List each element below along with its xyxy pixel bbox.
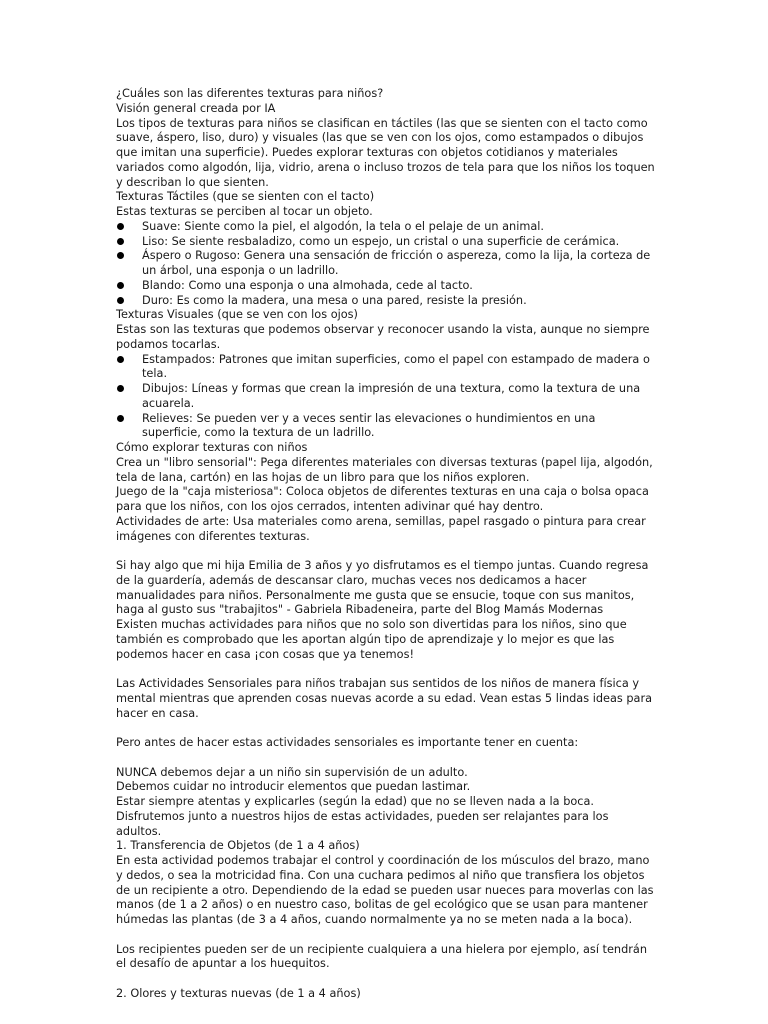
bullet-icon (117, 223, 124, 230)
visual-list (116, 353, 656, 442)
bullet-icon (117, 415, 124, 422)
list-item: Liso: Se siente resbaladizo, como un espejo, un cristal o una superficie de cerámica. (116, 235, 656, 250)
list-item: Dibujos: Líneas y formas que crean la impresión de una textura, como la textura de una acuarela. (116, 382, 656, 412)
bullet-icon (117, 385, 124, 392)
rule-line: Debemos cuidar no introducir elementos que puedan lastimar. (116, 780, 471, 794)
rule-line: NUNCA debemos dejar a un niño sin supervisión de un adulto. (116, 765, 468, 779)
blank-line (116, 662, 656, 677)
bullet-icon (117, 252, 124, 259)
sensorial-intro: Las Actividades Sensoriales para niños trabajan sus sentidos de los niños de manera física y mental mientras que aprenden cosas nuevas acorde a su edad. Vean estas 5 lindas ideas para hacer en casa. (116, 677, 653, 720)
visual-heading: Texturas Visuales (que se ven con los ojos) (116, 308, 358, 322)
bullet-icon (117, 297, 124, 304)
before-note: Pero antes de hacer estas actividades sensoriales es importante tener en cuenta: (116, 736, 579, 749)
blank-line (116, 721, 656, 736)
activity1-note: Los recipientes pueden ser de un recipiente cualquiera a una hielera por ejemplo, así tendrán el desafío de apuntar a los huequitos. (116, 942, 647, 971)
blank-line (116, 928, 656, 943)
list-item: Blando: Como una esponja o una almohada, cede al tacto. (116, 279, 656, 294)
blank-line (116, 751, 656, 766)
bullet-icon (117, 282, 124, 289)
explore-heading: Cómo explorar texturas con niños (116, 441, 308, 454)
tactile-heading: Texturas Táctiles (que se sienten con el tacto) (116, 190, 375, 204)
bullet-icon (117, 356, 124, 363)
ai-overview-label: Visión general creada por IA (116, 101, 276, 115)
activity2-heading: 2. Olores y texturas nuevas (de 1 a 4 años) (116, 986, 361, 1000)
tactile-lead: Estas texturas se perciben al tocar un objeto. (116, 205, 373, 218)
rule-line: Disfrutemos junto a nuestros hijos de estas actividades, pueden ser relajantes para los adultos. (116, 809, 609, 838)
document-title: ¿Cuáles son las diferentes texturas para niños? (116, 87, 384, 100)
visual-lead: Estas son las texturas que podemos observar y reconocer usando la vista, aunque no siempre podamos tocarlas. (116, 323, 650, 351)
list-item: Duro: Es como la madera, una mesa o una pared, resiste la presión. (116, 294, 656, 309)
activities-intro: Existen muchas actividades para niños que no solo son divertidas para los niños, sino que también es comprobado que les aportan algún tipo de aprendizaje y lo mejor es que las podemos hacer en casa ¡con cosas que ya tenemos! (116, 618, 627, 661)
explore-paragraph: Actividades de arte: Usa materiales como arena, semillas, papel rasgado o pintura para crear imágenes con diferentes texturas. (116, 514, 646, 543)
activity1-body: En esta actividad podemos trabajar el control y coordinación de los músculos del brazo, mano y dedos, o sea la motricidad fina. Con una cuchara pedimos al niño que transfiera los objetos de un recipiente a otro. Dependiendo de la edad se pueden usar nueces para moverlas con las manos (de 1 a 2 años) o en nuestro caso, bolitas de gel ecológico que se usan para mantener húmedas las plantas (de 3 a 4 años, cuando normalmente ya no se meten nada a la boca). (116, 854, 654, 926)
activity1-heading: 1. Transferencia de Objetos (de 1 a 4 años) (116, 839, 360, 853)
quote-paragraph: Si hay algo que mi hija Emilia de 3 años y yo disfrutamos es el tiempo juntas. Cuando regresa de la guardería, además de descansar claro, muchas veces nos dedicamos a hacer manualidades para niños. Personalmente me gusta que se ensucie, toque con sus manitos, haga al gusto sus "trabajitos" - Gabriela Ribadeneira, parte del Blog Mamás Modernas (116, 559, 649, 617)
list-item: Suave: Siente como la piel, el algodón, la tela o el pelaje de un animal. (116, 220, 656, 235)
document-page (116, 87, 656, 1002)
list-item: Relieves: Se pueden ver y a veces sentir las elevaciones o hundimientos en una superficie, como la textura de un ladrillo. (116, 412, 656, 442)
blank-line (116, 544, 656, 559)
explore-paragraph: Juego de la "caja misteriosa": Coloca objetos de diferentes texturas en una caja o bolsa opaca para que los niños, con los ojos cerrados, intenten adivinar qué hay dentro. (116, 485, 649, 513)
intro-paragraph: Los tipos de texturas para niños se clasifican en táctiles (las que se sienten con el tacto como suave, áspero, liso, duro) y visuales (las que se ven con los ojos, como estampados o dibujos que imitan una superficie). Puedes explorar texturas con objetos cotidianos y materiales variados como algodón, lija, vidrio, arena o incluso trozos de tela para que los niños los toquen y describan lo que sienten. (116, 116, 655, 189)
list-item: Áspero o Rugoso: Genera una sensación de fricción o aspereza, como la lija, la corteza de un árbol, una esponja o un ladrillo. (116, 249, 656, 279)
bullet-icon (117, 238, 124, 245)
explore-paragraph: Crea un "libro sensorial": Pega diferentes materiales con diversas texturas (papel lija, algodón, tela de lana, cartón) en las hojas de un libro para que los niños exploren. (116, 455, 653, 484)
blank-line (116, 972, 656, 987)
rule-line: Estar siempre atentas y explicarles (según la edad) que no se lleven nada a la boca. (116, 795, 594, 808)
list-item: Estampados: Patrones que imitan superficies, como el papel con estampado de madera o tela. (116, 353, 656, 383)
tactile-list (116, 220, 656, 309)
